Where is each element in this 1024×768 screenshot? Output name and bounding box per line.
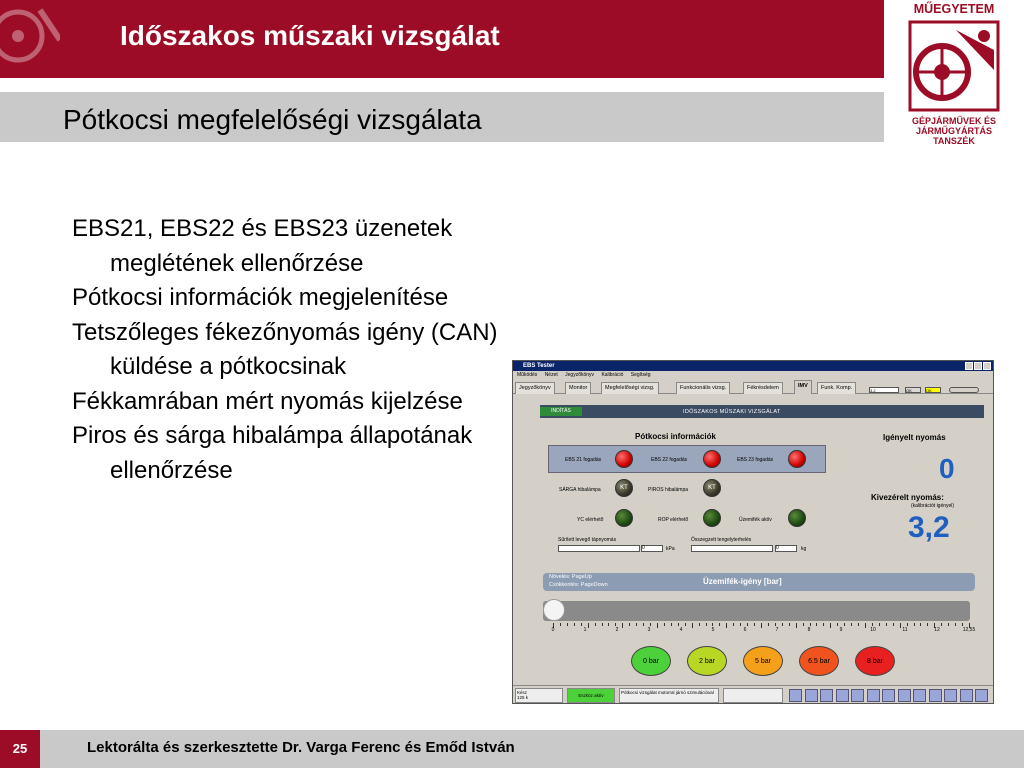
scale-tick: [754, 623, 755, 626]
scale-tick: [740, 623, 741, 626]
scale-tick: [615, 623, 616, 626]
logo-department: [894, 116, 1014, 146]
logo-name: MŰEGYETEM: [913, 2, 995, 16]
scale-label: 11: [902, 627, 908, 633]
scale-tick: [678, 623, 679, 626]
ebs22-led: [703, 450, 721, 468]
decrease-hint: Csökkentés: PageDown: [549, 582, 608, 588]
scale-tick: [747, 623, 748, 626]
menu-item[interactable]: Kalibráció: [601, 372, 624, 378]
indicator-label: PIROS hibalámpa: [648, 487, 689, 493]
car-wheel-icon: [908, 20, 1000, 112]
tab-funk-komp[interactable]: Funk. Komp.: [817, 382, 856, 394]
bullet-item: EBS21, EBS22 és EBS23 üzenetek meglétének ellenőrzése: [72, 215, 453, 277]
scale-tick: [719, 623, 720, 626]
menu-item[interactable]: Nézet: [544, 372, 558, 378]
scale-tick: [920, 623, 921, 626]
scale-tick: [955, 623, 956, 626]
scale-label: 0: [551, 627, 555, 633]
scale-tick: [962, 623, 963, 626]
logo-dept-line: GÉPJÁRMŰVEK ÉS: [911, 116, 997, 126]
tab-funkcionalis[interactable]: Funkcionális vizsg.: [676, 382, 730, 394]
scale-tick: [650, 623, 651, 626]
window-controls: [964, 362, 991, 374]
window-titlebar: [513, 361, 993, 371]
status-square: [960, 689, 973, 702]
status-square: [789, 689, 802, 702]
status-square: [944, 689, 957, 702]
title-bar: [0, 0, 884, 78]
bullet-item: Pótkocsi információk megjelenítése: [72, 284, 449, 311]
scale-tick: [948, 623, 949, 626]
scale-tick: [567, 623, 568, 626]
rop-led: [703, 509, 721, 527]
scale-tick: [816, 623, 817, 626]
red-lamp-led: KT: [703, 479, 721, 497]
scale-tick: [927, 623, 928, 626]
scale-label: 7: [775, 627, 779, 633]
yellow-lamp-led: KT: [615, 479, 633, 497]
ebs21-led: [615, 450, 633, 468]
scale-tick: [733, 623, 734, 626]
menu-bar: [513, 371, 993, 380]
scale-tick: [768, 623, 769, 626]
scale-tick: [595, 623, 596, 626]
preset-8-bar-button[interactable]: 8 bar: [855, 646, 895, 676]
indicator-label: EBS 23 fogadás: [737, 457, 774, 463]
ok-indicator: OK: [925, 387, 941, 393]
slide-subtitle: Pótkocsi megfelelőségi vizsgálata: [63, 104, 482, 135]
scale-tick: [858, 623, 859, 626]
preset-6-5-bar-button[interactable]: 6.5 bar: [799, 646, 839, 676]
increase-hint: Növelés: PageUp: [549, 574, 592, 580]
start-button[interactable]: INDÍTÁS: [540, 407, 582, 416]
tab-row: [513, 380, 993, 394]
scale-label: 10: [870, 627, 876, 633]
bullet-list: [72, 212, 502, 488]
brake-slider-track[interactable]: [543, 601, 970, 621]
scale-label: 6: [743, 627, 747, 633]
indicator-label: ROP elérhető: [658, 517, 689, 523]
brake-slider-thumb[interactable]: [543, 599, 565, 621]
indicator-label: EBS 21 fogadás: [565, 457, 602, 463]
scale-tick: [893, 623, 894, 626]
tab-fekresdelem[interactable]: Fékrésdelem: [743, 382, 783, 394]
scale-tick: [803, 623, 804, 626]
scale-tick: [886, 623, 887, 626]
axle-load-unit: kg: [801, 546, 807, 552]
scale-tick: [643, 623, 644, 626]
maximize-icon[interactable]: [974, 362, 982, 370]
controlled-pressure-label: Kivezérelt nyomás:: [871, 493, 944, 502]
bullet-item: Tetszőleges fékezőnyomás igény (CAN) küldése a pótkocsinak: [72, 318, 498, 380]
toggle-switch[interactable]: [949, 387, 979, 393]
supply-pressure-label: Sűrített levegő tápnyomás: [558, 537, 617, 543]
scale-tick: [692, 623, 693, 628]
scale-tick: [712, 623, 713, 626]
footer-credits: Lektorálta és szerkesztette Dr. Varga Ferenc és Emőd István: [87, 739, 515, 756]
status-square: [836, 689, 849, 702]
yc-led: [615, 509, 633, 527]
preset-2-bar-button[interactable]: 2 bar: [687, 646, 727, 676]
menu-item[interactable]: Működés: [517, 372, 538, 378]
scale-tick: [844, 623, 845, 626]
scale-tick: [796, 623, 797, 628]
scale-tick: [775, 623, 776, 626]
scale-label: 1: [583, 627, 587, 633]
logo-dept-line: TANSZÉK: [933, 136, 975, 146]
wheel-icon: [0, 0, 60, 78]
scale-tick: [706, 623, 707, 626]
indicator-label: EBS 22 fogadás: [651, 457, 688, 463]
axle-load-gauge: [691, 545, 773, 552]
supply-pressure-gauge: [558, 545, 640, 552]
scale-tick: [671, 623, 672, 626]
menu-item[interactable]: Segítség: [630, 372, 651, 378]
axle-load-label: Összegzett tengelyterhelés: [691, 537, 752, 543]
window-title: EBS Tester: [523, 363, 555, 369]
preset-5-bar-button[interactable]: 5 bar: [743, 646, 783, 676]
scale-tick: [837, 623, 838, 626]
scale-tick: [830, 623, 831, 628]
scale-label: 2: [615, 627, 619, 633]
status-square: [882, 689, 895, 702]
page-number: 25: [0, 730, 40, 768]
bullet-item: Piros és sárga hibalámpa állapotának ellenőrzése: [72, 422, 473, 484]
scale-tick: [602, 623, 603, 626]
indicator-label: YC elérhető: [577, 517, 604, 523]
scale-tick: [872, 623, 873, 626]
scale-tick: [726, 623, 727, 628]
scale-tick: [879, 623, 880, 626]
tab-monitor[interactable]: Monitor: [565, 382, 591, 394]
status-square: [820, 689, 833, 702]
supply-pressure-value: 0: [641, 545, 663, 552]
scale-tick: [823, 623, 824, 626]
trailer-info-title: Pótkocsi információk: [635, 432, 716, 441]
scale-tick: [907, 623, 908, 626]
status-empty: [723, 688, 783, 703]
status-square: [898, 689, 911, 702]
close-icon[interactable]: [983, 362, 991, 370]
ok-indicator: OK: [905, 387, 921, 393]
scale-tick: [851, 623, 852, 626]
scale-tick: [685, 623, 686, 626]
calibration-note: (kalibrációt igényel): [911, 503, 955, 509]
service-brake-led: [788, 509, 806, 527]
status-square: [867, 689, 880, 702]
controlled-pressure-value: 3,2: [908, 511, 950, 544]
status-square: [851, 689, 864, 702]
preset-0-bar-button[interactable]: 0 bar: [631, 646, 671, 676]
ebs23-led: [788, 450, 806, 468]
university-logo: [894, 0, 1014, 150]
scale-tick: [789, 623, 790, 626]
pressure-mini-field[interactable]: 3,2: [869, 387, 899, 393]
scale-label: 9: [839, 627, 843, 633]
tab-imv[interactable]: IMV: [794, 380, 812, 394]
panel-title: IDŐSZAKOS MŰSZAKI VIZSGÁLAT: [683, 409, 781, 415]
scale-tick: [560, 623, 561, 626]
scale-tick: [810, 623, 811, 626]
scale-label: 4: [679, 627, 683, 633]
supply-pressure-unit: kPa: [666, 546, 675, 552]
status-text: 125 k: [517, 695, 529, 700]
scale-tick: [636, 623, 637, 626]
scale-tick: [608, 623, 609, 626]
axle-load-value: 0: [775, 545, 797, 552]
scale-label: 12: [934, 627, 940, 633]
page-title: Időszakos műszaki vizsgálat: [120, 20, 500, 51]
scale-label: 5: [711, 627, 715, 633]
status-square: [913, 689, 926, 702]
scale-tick: [629, 623, 630, 626]
device-active: Eszköz aktív: [567, 688, 615, 703]
status-square: [975, 689, 988, 702]
indicator-label: Üzemifék aktív: [739, 517, 772, 523]
tab-megfeleloseg[interactable]: Megfelelőségi vizsg.: [601, 382, 659, 394]
scale-tick: [761, 623, 762, 628]
scale-tick: [574, 623, 575, 626]
scale-tick: [581, 623, 582, 626]
scale-tick: [699, 623, 700, 626]
status-square: [805, 689, 818, 702]
logo-dept-line: JÁRMŰGYÁRTÁS: [915, 126, 992, 136]
scale-label: 3: [647, 627, 651, 633]
tab-jegyzokonyv[interactable]: Jegyzőkönyv: [515, 382, 555, 394]
menu-item[interactable]: Jegyzőkönyv: [565, 372, 595, 378]
status-square: [929, 689, 942, 702]
status-ready: [515, 688, 563, 703]
requested-pressure-label: Igényelt nyomás: [883, 433, 946, 442]
indicator-label: SÁRGA hibalámpa: [559, 487, 601, 493]
scale-tick: [914, 623, 915, 626]
bullet-item: Fékkamrában mért nyomás kijelzése: [72, 387, 463, 415]
brake-demand-title: Üzemifék-igény [bar]: [703, 577, 782, 586]
status-message: Pótkocsi vizsgálat motorral járnó szimulációval: [619, 688, 719, 703]
scale-tick: [782, 623, 783, 626]
requested-pressure-value: 0: [939, 453, 955, 484]
ebs-tester-screenshot: [512, 360, 994, 704]
status-bar: [513, 685, 994, 704]
status-text: Kész: [517, 690, 528, 695]
scale-tick: [657, 623, 658, 628]
scale-label: 8: [807, 627, 811, 633]
scale-tick: [941, 623, 942, 626]
scale-label: 12,55: [962, 627, 976, 633]
scale-tick: [664, 623, 665, 626]
minimize-icon[interactable]: [965, 362, 973, 370]
